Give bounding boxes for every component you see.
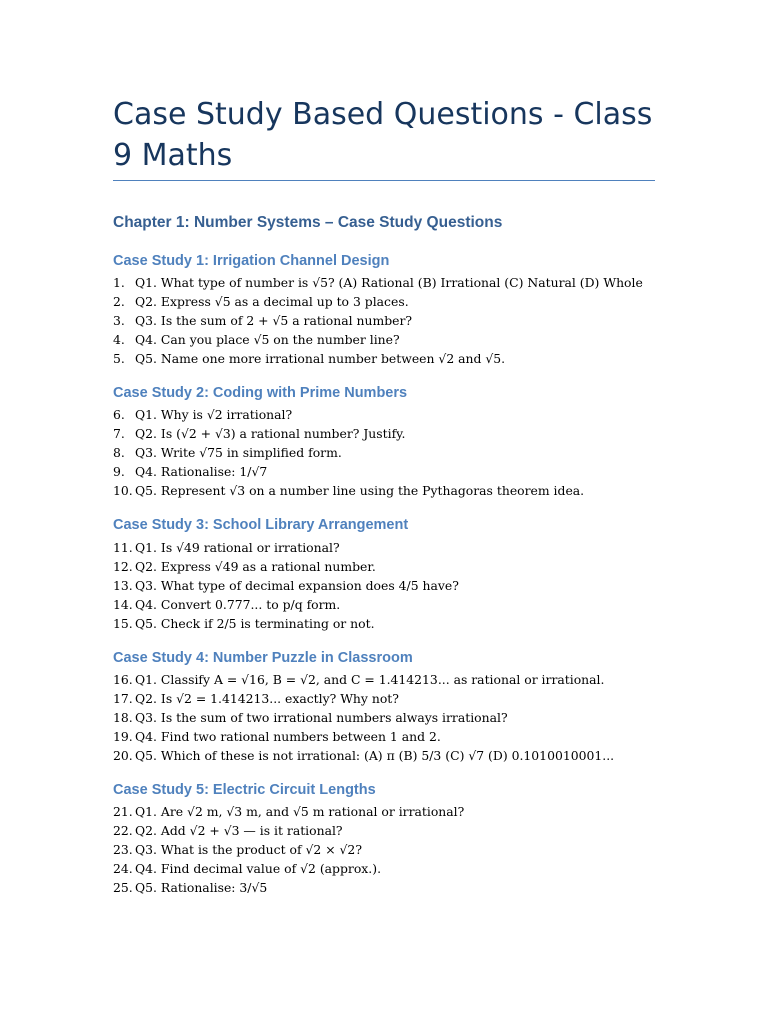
list-item (113, 727, 614, 746)
case-study-heading-4: Case Study 4: Number Puzzle in Classroom (113, 650, 413, 666)
case-study-heading-3: Case Study 3: School Library Arrangement (113, 517, 409, 533)
question-number: 18. (113, 710, 133, 726)
question-text: Q1. What type of number is √5? (A) Rational (B) Irrational (C) Natural (D) Whole (135, 275, 643, 290)
question-number: 11. (113, 540, 133, 555)
list-item (113, 292, 643, 311)
question-number: 21. (113, 804, 133, 819)
question-list-3 (113, 538, 459, 633)
question-text: Q5. Name one more irrational number between √2 and √5. (135, 351, 506, 367)
question-number: 15. (113, 616, 133, 632)
question-text: Q1. Classify A = √16, B = √2, and C = 1.414213... as rational or irrational. (135, 672, 605, 687)
question-text: Q4. Can you place √5 on the number line? (135, 332, 400, 348)
question-text: Q2. Express √5 as a decimal up to 3 places. (135, 294, 409, 310)
chapter-heading: Chapter 1: Number Systems – Case Study Questions (113, 214, 503, 231)
list-item (113, 708, 614, 727)
question-number: 25. (113, 880, 133, 896)
list-item (113, 330, 643, 349)
list-item (113, 746, 614, 765)
question-list-1 (113, 273, 643, 368)
list-item (113, 311, 643, 330)
question-text: Q3. What type of decimal expansion does 4/5 have? (135, 578, 459, 594)
question-number: 9. (113, 464, 125, 480)
question-number: 22. (113, 823, 133, 839)
list-item (113, 405, 584, 424)
question-number: 13. (113, 578, 133, 594)
question-text: Q4. Find two rational numbers between 1 and 2. (135, 729, 441, 745)
question-text: Q3. Is the sum of two irrational numbers always irrational? (135, 710, 508, 726)
question-text: Q3. Is the sum of 2 + √5 a rational number? (135, 313, 413, 329)
list-item (113, 349, 643, 368)
title-divider (113, 180, 655, 181)
case-study-heading-5: Case Study 5: Electric Circuit Lengths (113, 782, 376, 798)
question-number: 8. (113, 445, 125, 461)
question-number: 19. (113, 729, 133, 745)
list-item (113, 878, 464, 897)
question-text: Q2. Add √2 + √3 — is it rational? (135, 823, 343, 839)
question-list-2 (113, 405, 584, 500)
list-item (113, 481, 584, 500)
question-text: Q1. Is √49 rational or irrational? (135, 540, 340, 555)
list-item (113, 576, 459, 595)
list-item (113, 614, 459, 633)
question-number: 20. (113, 748, 133, 764)
question-number: 24. (113, 861, 133, 877)
question-text: Q2. Express √49 as a rational number. (135, 559, 376, 575)
question-text: Q3. What is the product of √2 × √2? (135, 842, 362, 858)
question-number: 3. (113, 313, 125, 329)
question-text: Q5. Which of these is not irrational: (A) π (B) 5/3 (C) √7 (D) 0.1010010001... (135, 748, 615, 764)
question-list-5 (113, 802, 464, 897)
question-text: Q5. Represent √3 on a number line using the Pythagoras theorem idea. (135, 483, 585, 499)
question-number: 6. (113, 407, 125, 422)
question-number: 5. (113, 351, 125, 367)
question-number: 23. (113, 842, 133, 858)
list-item (113, 821, 464, 840)
question-number: 4. (113, 332, 125, 348)
question-number: 16. (113, 672, 133, 687)
question-number: 14. (113, 597, 133, 613)
question-text: Q5. Rationalise: 3/√5 (135, 880, 268, 896)
question-text: Q3. Write √75 in simplified form. (135, 445, 342, 461)
question-text: Q2. Is √2 = 1.414213... exactly? Why not? (135, 691, 399, 707)
question-text: Q4. Convert 0.777... to p/q form. (135, 597, 341, 613)
question-number: 2. (113, 294, 125, 310)
list-item (113, 840, 464, 859)
case-study-heading-1: Case Study 1: Irrigation Channel Design (113, 253, 390, 269)
list-item (113, 689, 614, 708)
question-text: Q1. Are √2 m, √3 m, and √5 m rational or irrational? (135, 804, 465, 819)
question-number: 12. (113, 559, 133, 575)
question-list-4 (113, 670, 614, 765)
question-text: Q4. Find decimal value of √2 (approx.). (135, 861, 382, 877)
list-item (113, 538, 459, 557)
list-item (113, 462, 584, 481)
question-text: Q5. Check if 2/5 is terminating or not. (135, 616, 375, 632)
list-item (113, 443, 584, 462)
document-title: Case Study Based Questions - Class 9 Maths (113, 97, 653, 173)
question-text: Q2. Is (√2 + √3) a rational number? Justify. (135, 426, 406, 442)
list-item (113, 802, 464, 821)
list-item (113, 595, 459, 614)
question-text: Q4. Rationalise: 1/√7 (135, 464, 268, 480)
question-number: 10. (113, 483, 133, 499)
question-number: 17. (113, 691, 133, 707)
list-item (113, 273, 643, 292)
question-number: 7. (113, 426, 125, 442)
question-text: Q1. Why is √2 irrational? (135, 407, 293, 422)
question-number: 1. (113, 275, 125, 290)
list-item (113, 859, 464, 878)
case-study-heading-2: Case Study 2: Coding with Prime Numbers (113, 385, 408, 401)
list-item (113, 670, 614, 689)
list-item (113, 557, 459, 576)
list-item (113, 424, 584, 443)
